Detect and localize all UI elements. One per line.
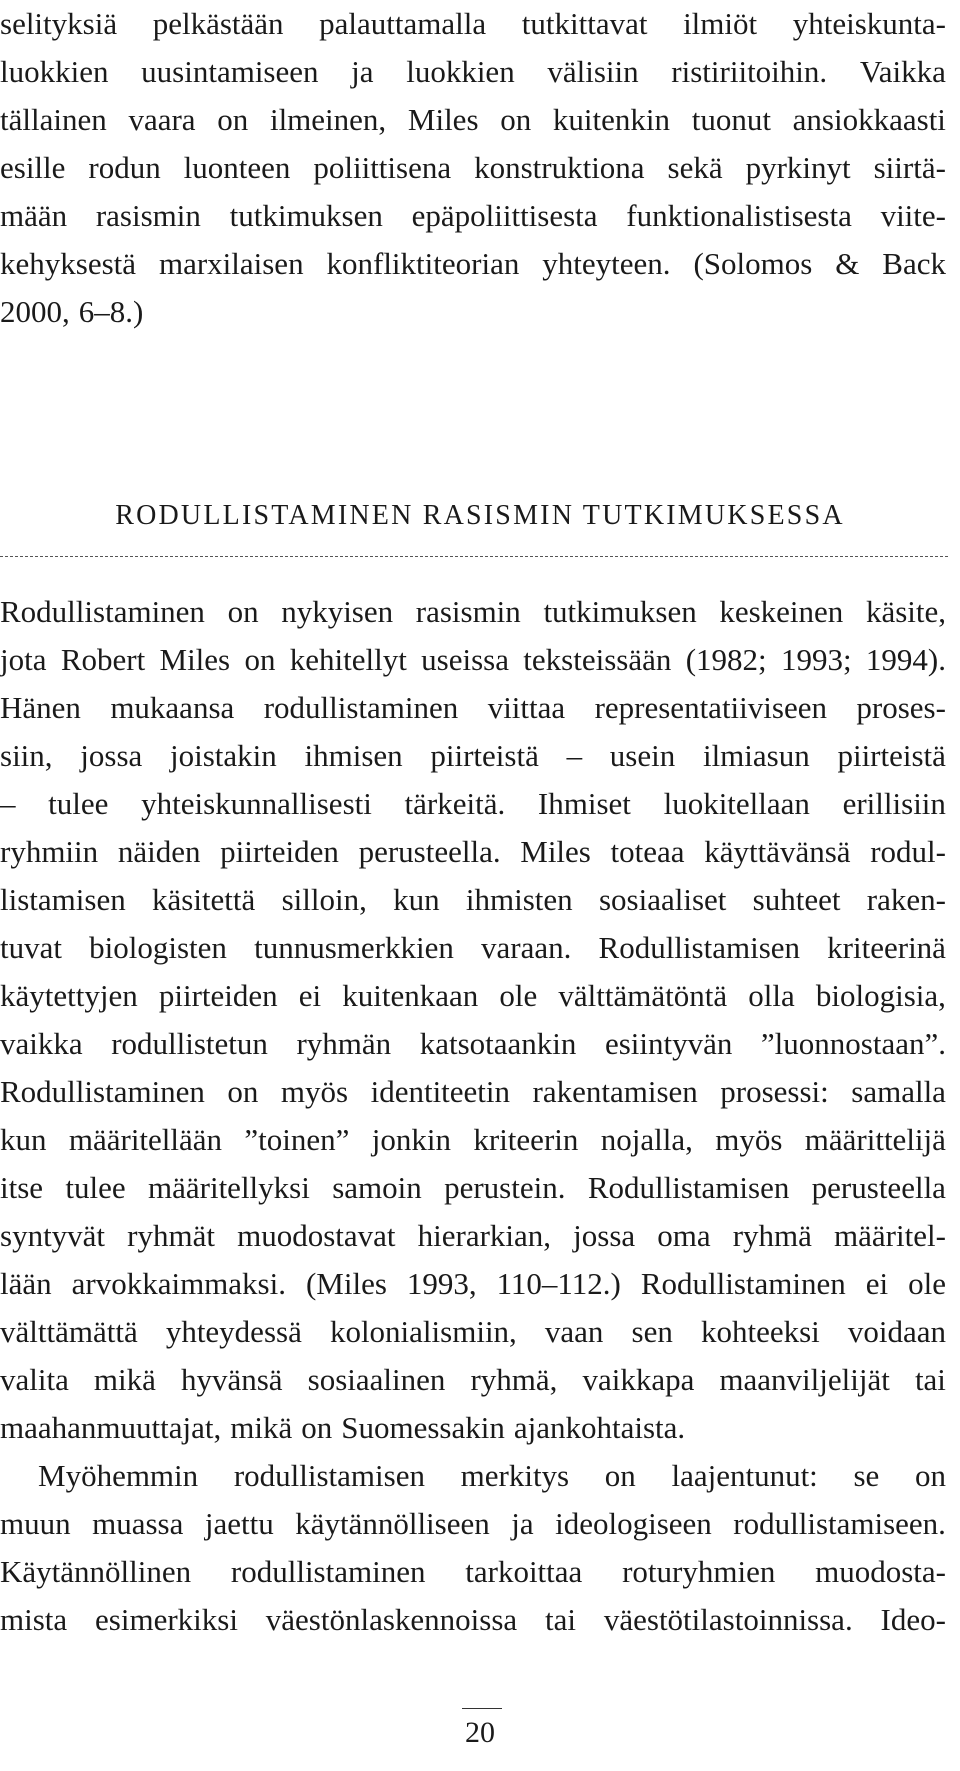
text-line: itse tulee määritellyksi samoin perustein. Rodullistamisen perusteella	[0, 1170, 946, 1205]
text-line: maahanmuuttajat, mikä on Suomessakin ajankohtaista.	[0, 1410, 686, 1445]
text-line: listamisen käsitettä silloin, kun ihmisten sosiaaliset suhteet raken-	[0, 882, 946, 917]
text-line: valita mikä hyvänsä sosiaalinen ryhmä, vaikkapa maanviljelijät tai	[0, 1362, 946, 1397]
text-line: mään rasismin tutkimuksen epäpoliittisesta funktionalistisesta viite-	[0, 198, 946, 233]
text-line: Käytännöllinen rodullistaminen tarkoittaa roturyhmien muodosta-	[0, 1554, 946, 1589]
text-line: lään arvokkaimmaksi. (Miles 1993, 110–112.) Rodullistaminen ei ole	[0, 1266, 946, 1301]
text-line: Hänen mukaansa rodullistaminen viittaa representatiiviseen proses-	[0, 690, 946, 725]
text-line: käytettyjen piirteiden ei kuitenkaan ole välttämätöntä olla biologisia,	[0, 978, 946, 1013]
text-line: selityksiä pelkästään palauttamalla tutkittavat ilmiöt yhteiskunta-	[0, 6, 946, 41]
text-line: mista esimerkiksi väestönlaskennoissa tai väestötilastoinnissa. Ideo-	[0, 1602, 946, 1637]
page-number: 20	[465, 1716, 495, 1749]
text-line: syntyvät ryhmät muodostavat hierarkian, jossa oma ryhmä määritel-	[0, 1218, 946, 1253]
text-line: – tulee yhteiskunnallisesti tärkeitä. Ihmiset luokitellaan erillisiin	[0, 786, 946, 821]
paragraph-continued	[0, 0, 946, 336]
text-line: jota Robert Miles on kehitellyt useissa teksteissään (1982; 1993; 1994).	[0, 642, 946, 677]
text-line: ryhmiin näiden piirteiden perusteella. Miles toteaa käyttävänsä rodul-	[0, 834, 946, 869]
text-line: välttämättä yhteydessä kolonialismiin, vaan sen kohteeksi voidaan	[0, 1314, 946, 1349]
paragraph-main	[0, 588, 946, 1644]
text-line: kun määritellään ”toinen” jonkin kriteerin nojalla, myös määrittelijä	[0, 1122, 946, 1157]
text-line: muun muassa jaettu käytännölliseen ja ideologiseen rodullistamiseen.	[0, 1506, 946, 1541]
text-line: tällainen vaara on ilmeinen, Miles on kuitenkin tuonut ansiokkaasti	[0, 102, 946, 137]
heading-rule	[0, 556, 948, 557]
text-line: Rodullistaminen on nykyisen rasismin tutkimuksen keskeinen käsite,	[0, 594, 946, 629]
section-heading: RODULLISTAMINEN RASISMIN TUTKIMUKSESSA	[115, 500, 845, 531]
text-line: 2000, 6–8.)	[0, 294, 144, 329]
text-line: vaikka rodullistetun ryhmän katsotaankin esiintyvän ”luonnostaan”.	[0, 1026, 946, 1061]
text-line: esille rodun luonteen poliittisena konstruktiona sekä pyrkinyt siirtä-	[0, 150, 946, 185]
text-line: Rodullistaminen on myös identiteetin rakentamisen prosessi: samalla	[0, 1074, 946, 1109]
text-line: kehyksestä marxilaisen konfliktiteorian yhteyteen. (Solomos & Back	[0, 246, 946, 281]
text-line: luokkien uusintamiseen ja luokkien välisiin ristiriitoihin. Vaikka	[0, 54, 946, 89]
text-line: tuvat biologisten tunnusmerkkien varaan. Rodullistamisen kriteerinä	[0, 930, 946, 965]
page-number-rule	[462, 1708, 502, 1709]
text-line: Myöhemmin rodullistamisen merkitys on laajentunut: se on	[38, 1458, 946, 1493]
text-line: siin, jossa joistakin ihmisen piirteistä – usein ilmiasun piirteistä	[0, 738, 946, 773]
